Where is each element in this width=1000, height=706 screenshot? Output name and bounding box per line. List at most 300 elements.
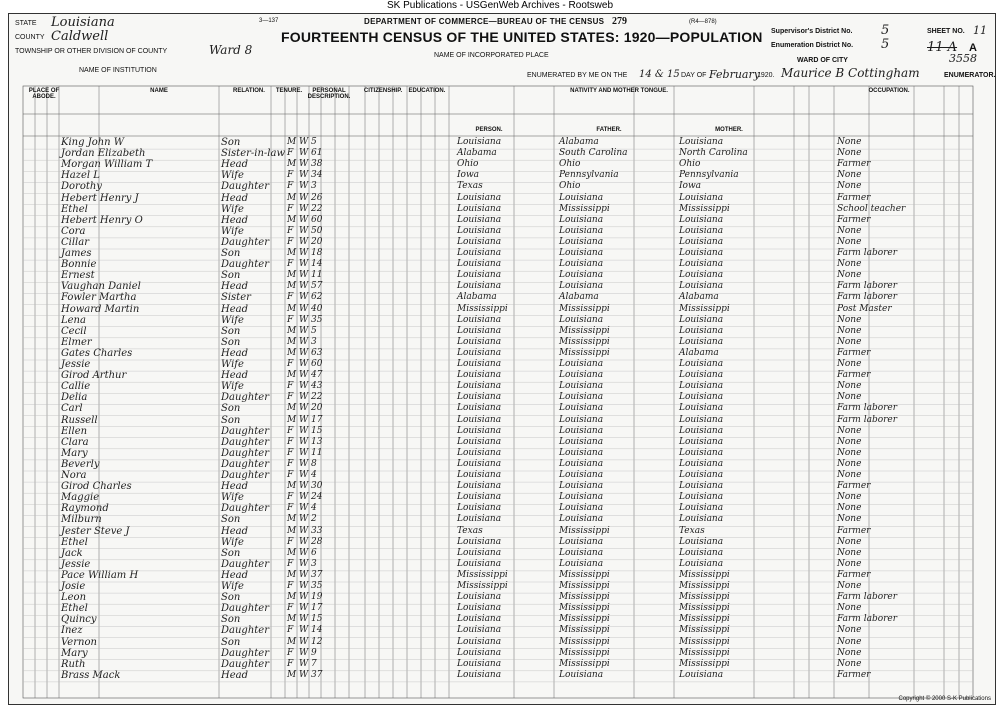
sex-cell: M <box>287 192 297 203</box>
relation-cell: Daughter <box>221 503 269 515</box>
sex-cell: M <box>287 370 297 381</box>
name-cell: Vernon <box>61 636 97 648</box>
age-cell: 33 <box>311 525 323 536</box>
age-cell: 28 <box>311 536 323 547</box>
birthplace-cell: Louisiana <box>457 592 502 603</box>
occupation-cell: Farmer <box>837 159 871 170</box>
occupation-cell: None <box>837 658 862 669</box>
race-cell: W <box>299 581 309 591</box>
mother-birthplace-cell: Mississippi <box>679 569 730 580</box>
name-cell: Ernest <box>61 270 95 282</box>
birthplace-cell: Louisiana <box>457 403 502 414</box>
sex-cell: M <box>287 525 297 536</box>
father-birthplace-cell: Louisiana <box>559 436 604 447</box>
sex-cell: F <box>287 603 294 614</box>
race-cell: W <box>299 370 309 381</box>
father-birthplace-cell: Ohio <box>559 181 581 192</box>
sex-cell: M <box>287 325 297 336</box>
age-cell: 20 <box>311 403 323 414</box>
occupation-cell: None <box>837 647 862 658</box>
occupation-cell: Farmer <box>837 214 871 225</box>
sex-cell: F <box>287 359 294 369</box>
race-cell: W <box>299 525 309 536</box>
sex-cell: F <box>287 492 294 503</box>
father-birthplace-cell: Louisiana <box>559 225 604 236</box>
age-cell: 5 <box>311 325 317 336</box>
father-birthplace-cell: Mississippi <box>559 525 610 536</box>
race-cell: W <box>299 336 309 347</box>
father-birthplace-cell: Louisiana <box>559 381 604 392</box>
name-cell: Cecil <box>61 325 87 337</box>
county-label: COUNTY <box>15 34 45 41</box>
name-cell: Cora <box>61 225 86 237</box>
relation-cell: Head <box>221 281 249 293</box>
birthplace-cell: Louisiana <box>457 281 502 292</box>
section-name: NAME <box>150 88 168 94</box>
race-cell: W <box>299 314 309 325</box>
name-cell: Hazel L <box>61 170 100 182</box>
father-birthplace-cell: Louisiana <box>559 359 604 369</box>
birthplace-cell: Mississippi <box>457 303 508 314</box>
race-cell: W <box>299 492 309 503</box>
race-cell: W <box>299 425 309 436</box>
relation-cell: Son <box>221 325 241 337</box>
age-cell: 62 <box>311 292 323 303</box>
enumerated-day: 14 & 15 <box>639 69 680 80</box>
relation-cell: Daughter <box>221 603 269 615</box>
occupation-cell: None <box>837 536 862 547</box>
name-cell: Lena <box>61 314 86 326</box>
race-cell: W <box>299 148 309 159</box>
relation-cell: Head <box>221 525 249 537</box>
sex-cell: F <box>287 558 294 569</box>
race-cell: W <box>299 203 309 214</box>
ward-label: WARD OF CITY <box>797 57 848 64</box>
father-birthplace-cell: Louisiana <box>559 414 604 425</box>
incorporated-label: NAME OF INCORPORATED PLACE <box>434 52 549 59</box>
relation-cell: Daughter <box>221 447 269 459</box>
mother-birthplace-cell: Louisiana <box>679 470 724 480</box>
father-birthplace-cell: Mississippi <box>559 603 610 614</box>
birthplace-cell: Louisiana <box>457 270 502 281</box>
sex-cell: F <box>287 470 294 480</box>
occupation-cell: None <box>837 558 862 569</box>
occupation-cell: Farmer <box>837 192 871 203</box>
sex-cell: F <box>287 425 294 436</box>
father-birthplace-cell: Louisiana <box>559 514 604 525</box>
race-cell: W <box>299 481 309 492</box>
name-cell: Jessie <box>61 359 91 370</box>
mother-birthplace-cell: Louisiana <box>679 503 724 514</box>
name-cell: Leon <box>61 592 87 604</box>
mother-birthplace-cell: Texas <box>679 525 705 536</box>
mother-birthplace-cell: Louisiana <box>679 370 724 381</box>
race-cell: W <box>299 669 309 680</box>
age-cell: 38 <box>311 159 323 170</box>
birthplace-cell: Louisiana <box>457 381 502 392</box>
sex-cell: F <box>287 647 294 658</box>
occupation-cell: None <box>837 458 862 469</box>
relation-cell: Daughter <box>221 647 269 659</box>
father-birthplace-cell: Louisiana <box>559 447 604 458</box>
age-cell: 35 <box>311 314 323 325</box>
birthplace-cell: Louisiana <box>457 603 502 614</box>
race-cell: W <box>299 225 309 236</box>
section-personal: PERSONAL DESCRIPTION. <box>307 88 351 100</box>
occupation-cell: None <box>837 170 862 181</box>
occupation-cell: Farmer <box>837 525 871 536</box>
enumeration-value: 5 <box>881 37 890 52</box>
section-tenure: TENURE. <box>275 88 303 94</box>
mother-birthplace-cell: Louisiana <box>679 192 724 203</box>
census-year: 1920. <box>757 72 775 79</box>
age-cell: 63 <box>311 347 323 358</box>
relation-cell: Head <box>221 669 249 681</box>
occupation-cell: Farm laborer <box>837 614 898 625</box>
name-cell: Jester Steve J <box>61 525 130 537</box>
father-birthplace-cell: Louisiana <box>559 425 604 436</box>
occupation-cell: None <box>837 581 862 591</box>
race-cell: W <box>299 181 309 192</box>
mother-birthplace-cell: Louisiana <box>679 236 724 247</box>
sex-cell: M <box>287 569 297 580</box>
race-cell: W <box>299 603 309 614</box>
birthplace-cell: Louisiana <box>457 658 502 669</box>
name-cell: Dorothy <box>61 181 102 193</box>
state-label: STATE <box>15 20 37 27</box>
race-cell: W <box>299 514 309 525</box>
race-cell: W <box>299 159 309 170</box>
relation-cell: Son <box>221 547 241 559</box>
name-cell: Morgan William T <box>61 159 153 171</box>
sex-cell: F <box>287 503 294 514</box>
birthplace-cell: Louisiana <box>457 458 502 469</box>
occupation-cell: None <box>837 381 862 392</box>
relation-cell: Head <box>221 214 249 226</box>
father-birthplace-cell: Louisiana <box>559 370 604 381</box>
enumerated-label: ENUMERATED BY ME ON THE <box>527 72 628 79</box>
age-cell: 26 <box>311 192 323 203</box>
occupation-cell: Farmer <box>837 481 871 492</box>
mother-birthplace-cell: Mississippi <box>679 203 730 214</box>
occupation-cell: None <box>837 137 862 147</box>
mother-birthplace-cell: Iowa <box>679 181 702 192</box>
mother-birthplace-cell: Alabama <box>679 292 719 303</box>
age-cell: 18 <box>311 248 323 258</box>
birthplace-cell: Louisiana <box>457 203 502 214</box>
father-birthplace-cell: Louisiana <box>559 669 604 680</box>
name-cell: Hebert Henry J <box>61 192 139 204</box>
age-cell: 3 <box>311 336 317 347</box>
name-cell: Jessie <box>61 558 91 570</box>
birthplace-cell: Texas <box>457 181 483 192</box>
age-cell: 14 <box>311 625 323 636</box>
sex-cell: M <box>287 281 297 292</box>
supervisor-label: Supervisor's District No. <box>771 28 853 35</box>
name-cell: Fowler Martha <box>61 292 137 304</box>
mother-birthplace-cell: Louisiana <box>679 514 724 525</box>
birthplace-cell: Louisiana <box>457 536 502 547</box>
relation-cell: Wife <box>221 581 244 592</box>
age-cell: 61 <box>311 148 323 159</box>
birthplace-cell: Louisiana <box>457 414 502 425</box>
race-cell: W <box>299 303 309 314</box>
father-birthplace-cell: Louisiana <box>559 503 604 514</box>
race-cell: W <box>299 325 309 336</box>
mother-birthplace-cell: Mississippi <box>679 303 730 314</box>
relation-cell: Son <box>221 248 241 259</box>
census-title: FOURTEENTH CENSUS OF THE UNITED STATES: 1920—POPULATION <box>281 29 763 45</box>
age-cell: 4 <box>311 503 317 514</box>
race-cell: W <box>299 270 309 281</box>
sex-cell: M <box>287 614 297 625</box>
mother-birthplace-cell: Alabama <box>679 347 719 358</box>
township-value: Ward 8 <box>209 43 253 57</box>
mother-birthplace-cell: Mississippi <box>679 581 730 591</box>
mother-birthplace-cell: Mississippi <box>679 614 730 625</box>
sex-cell: M <box>287 414 297 425</box>
birthplace-cell: Louisiana <box>457 314 502 325</box>
name-cell: Nora <box>61 470 87 481</box>
mother-birthplace-cell: Pennsylvania <box>679 170 739 181</box>
birthplace-cell: Louisiana <box>457 514 502 525</box>
age-cell: 57 <box>311 281 323 292</box>
father-birthplace-cell: Louisiana <box>559 458 604 469</box>
relation-cell: Son <box>221 403 241 415</box>
name-cell: Milburn <box>61 514 102 526</box>
sex-cell: F <box>287 148 294 159</box>
age-cell: 60 <box>311 214 323 225</box>
relation-cell: Wife <box>221 381 244 393</box>
race-cell: W <box>299 214 309 225</box>
father-birthplace-cell: Louisiana <box>559 547 604 558</box>
relation-cell: Wife <box>221 225 244 237</box>
occupation-cell: None <box>837 314 862 325</box>
father-birthplace-cell: Mississippi <box>559 336 610 347</box>
state-value: Louisiana <box>51 15 115 30</box>
name-cell: Beverly <box>61 458 100 470</box>
occupation-cell: Farm laborer <box>837 281 898 292</box>
occupation-cell: None <box>837 503 862 514</box>
mother-birthplace-cell: Mississippi <box>679 625 730 636</box>
name-cell: Russell <box>61 414 98 426</box>
age-cell: 6 <box>311 547 317 558</box>
birthplace-cell: Louisiana <box>457 669 502 680</box>
sex-cell: F <box>287 381 294 392</box>
name-cell: Girod Arthur <box>61 370 127 382</box>
sex-cell: M <box>287 270 297 281</box>
sex-cell: F <box>287 170 294 181</box>
mother-birthplace-cell: Louisiana <box>679 492 724 503</box>
relation-cell: Son <box>221 414 241 426</box>
relation-cell: Daughter <box>221 236 269 248</box>
race-cell: W <box>299 547 309 558</box>
race-cell: W <box>299 625 309 636</box>
mother-birthplace-cell: Mississippi <box>679 592 730 603</box>
birthplace-cell: Ohio <box>457 159 479 170</box>
sex-cell: M <box>287 303 297 314</box>
sex-cell: M <box>287 159 297 170</box>
occupation-cell: Farm laborer <box>837 403 898 414</box>
relation-cell: Wife <box>221 314 244 326</box>
page-number: 279 <box>612 16 627 27</box>
age-cell: 60 <box>311 359 323 369</box>
relation-cell: Daughter <box>221 470 269 481</box>
occupation-cell: None <box>837 181 862 192</box>
name-cell: Ruth <box>61 658 86 670</box>
occupation-cell: None <box>837 492 862 503</box>
age-cell: 22 <box>311 203 323 214</box>
department-heading: DEPARTMENT OF COMMERCE—BUREAU OF THE CENSUS <box>364 17 605 26</box>
birthplace-cell: Louisiana <box>457 547 502 558</box>
age-cell: 15 <box>311 614 323 625</box>
sheet-value: 11 <box>973 24 987 37</box>
name-cell: Howard Martin <box>61 303 140 315</box>
page-source-title: SK Publications - USGenWeb Archives - Rootsweb <box>386 0 614 11</box>
race-cell: W <box>299 470 309 480</box>
age-cell: 24 <box>311 492 323 503</box>
occupation-cell: None <box>837 603 862 614</box>
name-cell: Delia <box>61 392 88 404</box>
enumeration-label: Enumeration District No. <box>771 42 854 49</box>
age-cell: 17 <box>311 414 323 425</box>
race-cell: W <box>299 381 309 392</box>
relation-cell: Head <box>221 347 249 359</box>
father-birthplace-cell: Louisiana <box>559 192 604 203</box>
birthplace-cell: Iowa <box>457 170 480 181</box>
age-cell: 7 <box>311 658 317 669</box>
enumerator-name: Maurice B Cottingham <box>781 66 920 80</box>
sex-cell: F <box>287 436 294 447</box>
race-cell: W <box>299 347 309 358</box>
birthplace-cell: Louisiana <box>457 336 502 347</box>
day-of-label: DAY OF <box>681 72 707 79</box>
age-cell: 4 <box>311 470 317 480</box>
age-cell: 35 <box>311 581 323 591</box>
institution-label: NAME OF INSTITUTION <box>79 67 157 74</box>
age-cell: 3 <box>311 558 317 569</box>
mother-birthplace-cell: Louisiana <box>679 325 724 336</box>
race-cell: W <box>299 259 309 270</box>
age-cell: 37 <box>311 569 323 580</box>
census-sheet <box>8 13 996 705</box>
name-cell: Jack <box>61 547 83 559</box>
father-birthplace-cell: Louisiana <box>559 470 604 480</box>
age-cell: 30 <box>311 481 323 492</box>
race-cell: W <box>299 536 309 547</box>
mother-birthplace-cell: Louisiana <box>679 414 724 425</box>
name-cell: Ellen <box>61 425 88 437</box>
father-birthplace-cell: Louisiana <box>559 314 604 325</box>
birthplace-cell: Texas <box>457 525 483 536</box>
father-birthplace-cell: Mississippi <box>559 569 610 580</box>
relation-cell: Head <box>221 370 249 382</box>
occupation-cell: None <box>837 259 862 270</box>
name-cell: Gates Charles <box>61 347 133 359</box>
sex-cell: F <box>287 447 294 458</box>
birthplace-cell: Louisiana <box>457 214 502 225</box>
sex-cell: M <box>287 669 297 680</box>
county-value: Caldwell <box>51 29 109 44</box>
birthplace-cell: Louisiana <box>457 425 502 436</box>
name-cell: King John W <box>61 137 125 148</box>
race-cell: W <box>299 192 309 203</box>
father-birthplace-cell: Louisiana <box>559 270 604 281</box>
name-cell: Bonnie <box>61 259 97 271</box>
father-birthplace-cell: Alabama <box>559 137 599 147</box>
race-cell: W <box>299 458 309 469</box>
sex-cell: M <box>287 636 297 647</box>
father-birthplace-cell: Mississippi <box>559 614 610 625</box>
sex-cell: F <box>287 625 294 636</box>
mother-birthplace-cell: Louisiana <box>679 225 724 236</box>
sex-cell: M <box>287 514 297 525</box>
sex-cell: M <box>287 403 297 414</box>
age-cell: 34 <box>311 170 323 181</box>
race-cell: W <box>299 636 309 647</box>
birthplace-cell: Louisiana <box>457 614 502 625</box>
age-cell: 20 <box>311 236 323 247</box>
occupation-cell: School teacher <box>837 203 906 214</box>
race-cell: W <box>299 647 309 658</box>
name-cell: Clara <box>61 436 89 448</box>
relation-cell: Wife <box>221 203 244 215</box>
race-cell: W <box>299 281 309 292</box>
sex-cell: F <box>287 392 294 403</box>
father-birthplace-cell: Louisiana <box>559 248 604 258</box>
birthplace-cell: Louisiana <box>457 636 502 647</box>
section-occupation: OCCUPATION. <box>868 88 910 94</box>
relation-cell: Head <box>221 303 249 315</box>
sex-cell: F <box>287 259 294 270</box>
sex-cell: M <box>287 214 297 225</box>
mother-birthplace-cell: Louisiana <box>679 381 724 392</box>
relation-cell: Head <box>221 192 249 204</box>
occupation-cell: None <box>837 425 862 436</box>
father-birthplace-cell: Louisiana <box>559 492 604 503</box>
name-cell: Carl <box>61 403 83 415</box>
father-birthplace-cell: Alabama <box>559 292 599 303</box>
father-birthplace-cell: Louisiana <box>559 281 604 292</box>
sex-cell: F <box>287 581 294 591</box>
race-cell: W <box>299 359 309 369</box>
birthplace-cell: Louisiana <box>457 259 502 270</box>
race-cell: W <box>299 592 309 603</box>
mother-birthplace-cell: Mississippi <box>679 636 730 647</box>
occupation-cell: None <box>837 325 862 336</box>
section-citizenship: CITIZENSHIP. <box>363 88 403 94</box>
sex-cell: F <box>287 458 294 469</box>
sex-cell: M <box>287 592 297 603</box>
enumerated-month: February <box>709 68 760 81</box>
age-cell: 11 <box>311 447 323 458</box>
relation-cell: Head <box>221 159 249 171</box>
birthplace-cell: Alabama <box>457 292 497 303</box>
form-number: 3—137 <box>259 18 279 24</box>
occupation-cell: Farmer <box>837 569 871 580</box>
race-cell: W <box>299 236 309 247</box>
birthplace-cell: Mississippi <box>457 581 508 591</box>
name-cell: Vaughan Daniel <box>61 281 141 293</box>
relation-cell: Son <box>221 592 241 604</box>
birthplace-cell: Louisiana <box>457 647 502 658</box>
mother-birthplace-cell: Louisiana <box>679 425 724 436</box>
section-nativity: NATIVITY AND MOTHER TONGUE. <box>570 88 668 94</box>
father-birthplace-cell: Mississippi <box>559 647 610 658</box>
race-cell: W <box>299 414 309 425</box>
occupation-cell: Farm laborer <box>837 292 898 303</box>
mother-birthplace-cell: Mississippi <box>679 658 730 669</box>
